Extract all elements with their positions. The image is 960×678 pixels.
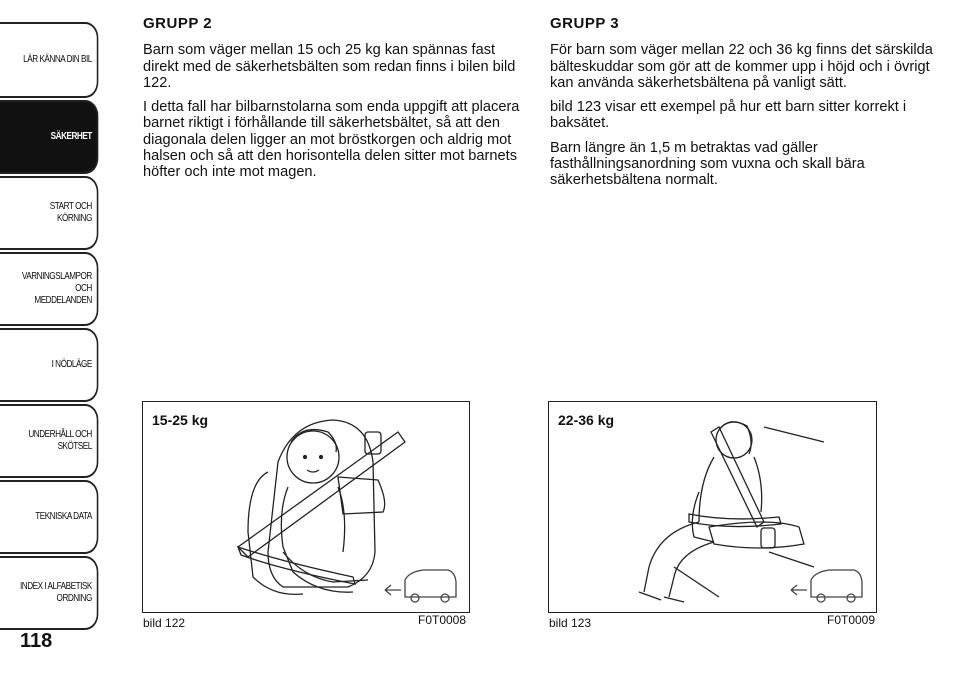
- tab-label: UNDERHÅLL OCH SKÖTSEL: [28, 429, 92, 452]
- paragraph: bild 123 visar ett exempel på hur ett barn sitter korrekt i baksätet.: [550, 99, 907, 132]
- section-heading: GRUPP 3: [550, 15, 620, 32]
- tab-start-och-korning[interactable]: [0, 176, 98, 250]
- tab-varningslampor[interactable]: [0, 252, 98, 326]
- tab-label: INDEX I ALFABETISK ORDNING: [20, 581, 92, 604]
- tab-index[interactable]: [0, 556, 98, 630]
- child-booster-cushion-illustration: [549, 402, 876, 612]
- tab-label: SÄKERHET: [50, 131, 92, 142]
- tab-i-nodlage[interactable]: [0, 328, 98, 402]
- figure-123: [548, 401, 877, 613]
- child-booster-seat-illustration: [143, 402, 469, 612]
- paragraph: Barn som väger mellan 15 och 25 kg kan spännas fast direkt med de säkerhetsbälten som redan finns i bilen bild 122.: [143, 42, 516, 91]
- left-column: [143, 16, 533, 189]
- figure-caption: bild 123: [549, 616, 592, 630]
- tab-sakerhet[interactable]: [0, 100, 98, 174]
- right-column: [550, 16, 940, 197]
- tab-label: I NÖDLÄGE: [51, 359, 92, 370]
- car-icon: [791, 570, 862, 602]
- tab-lar-kanna-din-bil[interactable]: [0, 22, 98, 98]
- tab-label: TEKNISKA DATA: [35, 511, 92, 522]
- page-number: 118: [20, 630, 53, 652]
- tab-tekniska-data[interactable]: [0, 480, 98, 554]
- paragraph: I detta fall har bilbarnstolarna som enda uppgift att placera barnet riktigt i förhållande till säkerhetsbältet, så att den diagonala delen ligger an mot bröstkorgen och aldrig mot halsen och så att den horisontella delen sitter mot barnets höfter och inte mot magen.: [143, 99, 520, 181]
- weight-label: 22-36 kg: [558, 412, 615, 428]
- figure-code: F0T0009: [827, 613, 876, 627]
- figure-code: F0T0008: [418, 613, 467, 627]
- figure-122: [142, 401, 470, 613]
- paragraph: Barn längre än 1,5 m betraktas vad gäller fasthållningsanordning som vuxna och skall bära säkerhetsbältena normalt.: [550, 139, 865, 189]
- tab-label: VARNINGSLAMPOR OCH MEDDELANDEN: [21, 271, 92, 306]
- weight-label: 15-25 kg: [152, 412, 209, 428]
- section-heading: GRUPP 2: [143, 15, 213, 32]
- tab-label: LÄR KÄNNA DIN BIL: [23, 54, 92, 65]
- tab-underhall-och-skotsel[interactable]: [0, 404, 98, 478]
- tab-label: START OCH KÖRNING: [49, 201, 92, 224]
- paragraph: För barn som väger mellan 22 och 36 kg finns det särskilda bälteskuddar som gör att de kommer upp i höjd och i övrigt kan använda säkerhetsbältena på vanligt sätt.: [550, 42, 933, 91]
- figure-caption: bild 122: [143, 616, 186, 630]
- car-icon: [385, 570, 456, 602]
